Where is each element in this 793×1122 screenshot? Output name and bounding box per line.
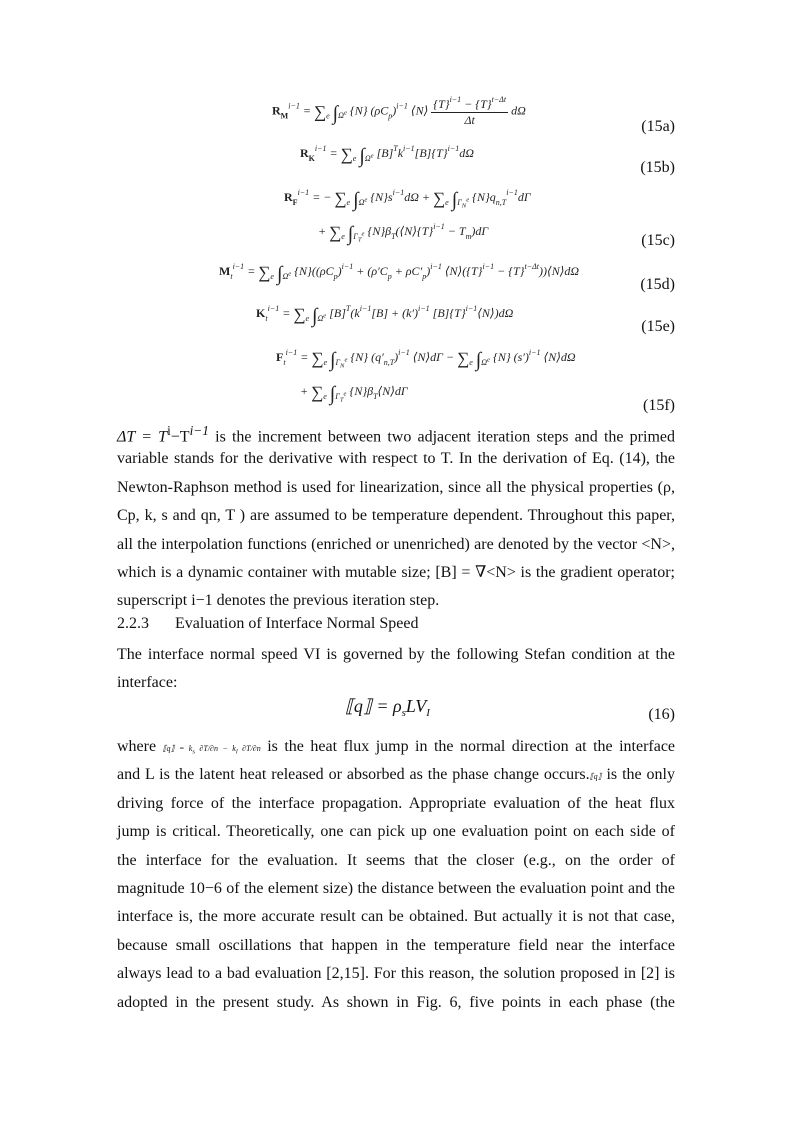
text-line: magnitude 10−6 of the element size) the distance between the evaluation point and the (117, 879, 675, 897)
equation-16: ⟦q⟧ = $\rho_sLV_I$ (345, 696, 430, 719)
equation-15d: $M_t^{i-1} = \sum_e$ $\int_{\Omega^e}$ $\{N\}((\rho C_p)^{i-1} + (\rho'C_p + \rho C'_p)^{i-1}$ $⟨N⟩(\{T\}^{i-1}$ − $\{T\}^{t-\Delta t}))⟨N⟩d\Omega$ (219, 262, 580, 285)
equation-number: (15f) (643, 397, 675, 414)
equation-15c-line2: + $\sum_e$ $\int_{\Gamma_T^e}$ $\{N\}\beta_T(⟨N⟩\{T\}^{i-1} - T_m)d\Gamma$ (318, 222, 489, 245)
text-line: the interface for the evaluation. It seems that the closer (e.g., on the order of (117, 851, 675, 869)
paragraph-stefan (117, 641, 675, 698)
text-line: jump is critical. Theoretically, one can pick up one evaluation point on each side of (117, 823, 675, 841)
equation-15f-line2: + $\sum_e$ $\int_{\Gamma_T^e}$ $\{N\}\beta_T⟨N⟩d\Gamma$ (300, 383, 408, 405)
text-line: adopted in the present study. As shown in Fig. 6, five points in each phase (the (117, 993, 675, 1011)
equation-number: (15a) (641, 118, 675, 135)
text-line: interface is, the more accurate result can be obtained. But actually it is not that case, (117, 908, 675, 926)
text-line: Newton-Raphson method is used for linearization, since all the physical properties (ρ, (117, 478, 675, 496)
equation-15e: $K_t^{i-1} = \sum_e$ $\int_{\Omega^e}$ $[B]^T(k^{i-1}[B] + (k')^{i-1}$ $[B]\{T\}^{i-1}⟨N⟩)d\Omega$ (256, 304, 514, 327)
heat-flux-jump-symbol: ⟦q⟧ (589, 772, 602, 782)
paragraph-heat-flux: where ⟦q⟧ = $k_s$ $\partial T/\partial n - k_l$ ∂T/∂n is the heat flux jump in the normal direction at the interface and L is the latent heat released or absorbed as the phase change occurs.⟦q⟧ is the only driving force of the interface propagation. Appropriate evaluation of the heat flux jump is critical. Theoretically, one can pick up one evaluation point on each side of the interface for the evaluation. It seems that the closer (e.g., on the order of magnitude 10−6 of the element size) the distance between the evaluation point and the interface is, the more accurate result can be obtained. But actually it is not that case, because small oscillations that happen in the temperature field near the interface always lead to a bad evaluation [2,15]. For this reason, the solution proposed in [2] is adopted in the present study. As shown in Fig. 6, five points in each phase (the (117, 733, 675, 1017)
text-line: because small oscillations that happen in the temperature field near the interface (117, 936, 675, 954)
equation-number: (16) (648, 706, 675, 723)
delta-t-expression: ΔT = T (117, 428, 168, 446)
equation-number: (15e) (641, 318, 675, 335)
text-line: variable stands for the derivative with respect to T. In the derivation of Eq. (14), the (117, 450, 675, 468)
text-line: Cp, k, s and qn, T ) are assumed to be temperature dependent. Throughout this paper, (117, 507, 675, 525)
text-line: all the interpolation functions (enriched or unenriched) are denoted by the vector <N>, (117, 535, 675, 553)
paragraph-iteration: $\Delta T = T^i-T^{i-1}$ is the increment between two adjacent iteration steps and the primed variable stands for the derivative with respect to T. In the derivation of Eq. (14), the Newton-Raphson method is used for linearization, since all the physical properties (ρ, Cp, k, s and qn, T ) are assumed to be temperature dependent. Throughout this paper, all the interpolation functions (enriched or unenriched) are denoted by the vector <N>, which is a dynamic container with mutable size; [B] = ∇<N> is the gradient operator; superscript i−1 denotes the previous iteration step. (117, 417, 675, 616)
heat-flux-jump-formula: ⟦q⟧ = $k_s$ $\partial T/\partial n - k_l$ ∂T/∂n (162, 744, 261, 756)
text-line: driving force of the interface propagation. Appropriate evaluation of the heat flux (117, 794, 675, 812)
text-line: which is a dynamic container with mutable size; [B] = ∇<N> is the gradient operator; (117, 563, 675, 581)
section-heading (117, 615, 418, 633)
equation-15f-line1: $F_t^{i-1} = \sum_e$ $\int_{\Gamma_N^e}$ {N} $(q'_{n,T})^{i-1}$ ⟨N⟩dΓ − $\sum_e$ $\int_{\Omega^e}$ {N} $(s')^{i-1}$ ⟨N⟩dΩ (276, 348, 576, 371)
equation-15b: $R_K^{i-1} = \sum_e$ $\int_{\Omega^e}$ $[B]^Tk^{i-1}[B]\{T\}^{i-1}d\Omega$ (300, 144, 474, 167)
equation-15a: $R_M^{i-1} = \sum_e$ $\int_{\Omega^e}$ {N} $(\rho C_p)^{i-1}$ ⟨N⟩ $\frac{\{T\}^{i-1} - \{T\}^{t-\Delta t}}{\Delta t}$ dΩ (272, 95, 526, 127)
equation-number: (15b) (640, 159, 675, 176)
section-title: Evaluation of Interface Normal Speed (175, 615, 419, 632)
text-line: The interface normal speed VI is governed by the following Stefan condition at the (117, 646, 675, 663)
equation-number: (15c) (641, 232, 675, 249)
text-line: superscript i−1 denotes the previous iteration step. (117, 592, 440, 610)
equation-number: (15d) (640, 276, 675, 293)
text-line: always lead to a bad evaluation [2,15]. For this reason, the solution proposed in [2] is (117, 965, 675, 983)
equation-15c-line1: $R_F^{i-1}$ = − $\sum_e$ $\int_{\Omega^e}$ $\{N\}s^{i-1}d\Omega + \sum_e$ $\int_{\Gamma_N^e}$ $\{N\}q_{n,T}^{i-1}d\Gamma$ (284, 188, 531, 211)
section-number: 2.2.3 (117, 615, 149, 632)
text-line: interface: (117, 674, 178, 692)
